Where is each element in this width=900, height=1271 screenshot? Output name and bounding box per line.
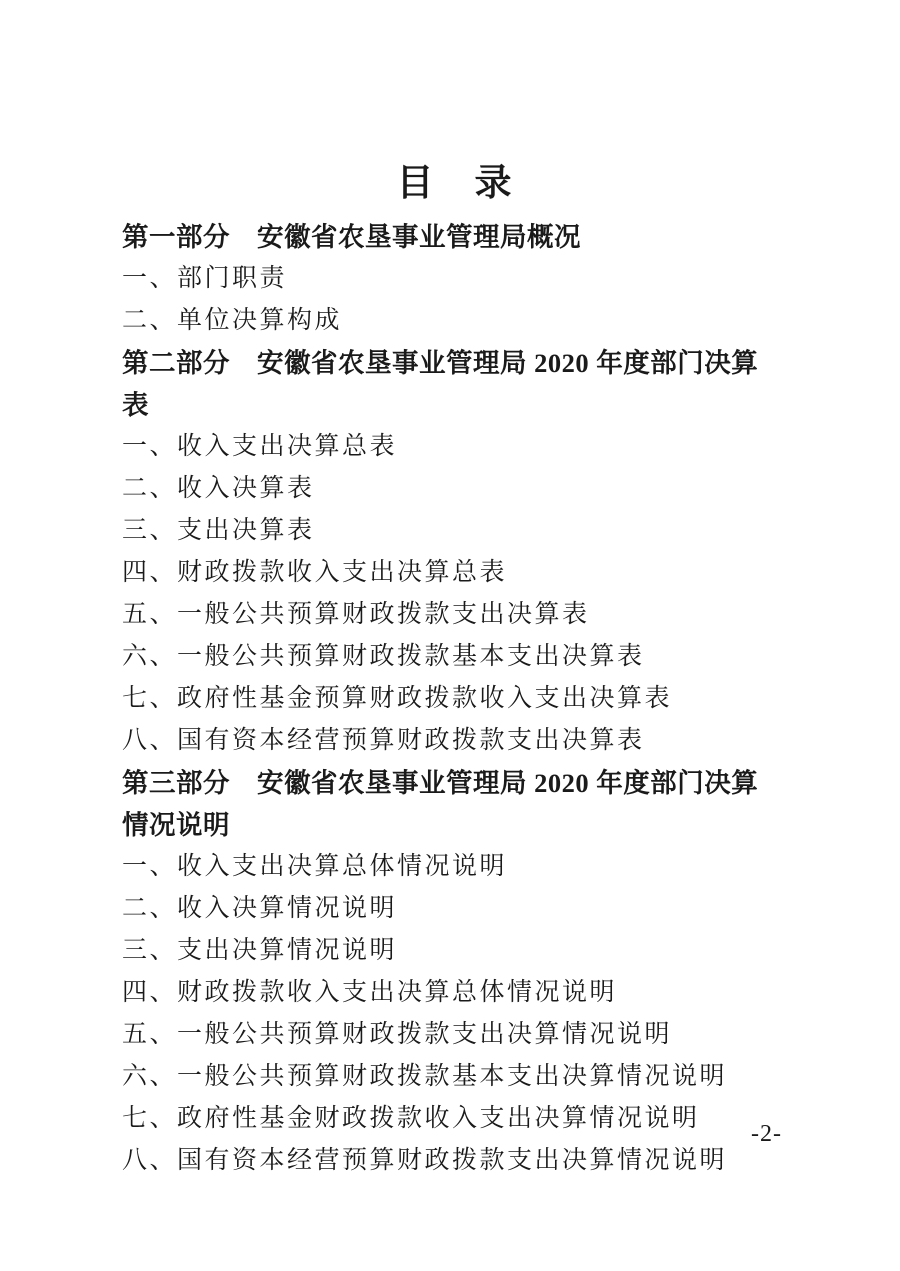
section-heading-part1: 第一部分 安徽省农垦事业管理局概况 [122,222,581,252]
toc-item: 六、一般公共预算财政拨款基本支出决算表 [122,643,645,670]
toc-item: 一、部门职责 [122,265,288,292]
toc-item: 六、一般公共预算财政拨款基本支出决算情况说明 [122,1063,728,1090]
section-heading-part2: 第二部分 安徽省农垦事业管理局 2020 年度部门决算表 [122,348,759,420]
page-title: 目 录 [396,163,514,204]
toc-item: 四、财政拨款收入支出决算总体情况说明 [122,979,618,1006]
toc-item: 七、政府性基金财政拨款收入支出决算情况说明 [122,1105,700,1132]
page-number: -2- [751,1121,782,1147]
toc-item: 五、一般公共预算财政拨款支出决算表 [122,601,590,628]
toc-item: 二、单位决算构成 [122,307,343,334]
toc-item: 五、一般公共预算财政拨款支出决算情况说明 [122,1021,673,1048]
toc-item: 一、收入支出决算总表 [122,433,398,460]
toc-item: 三、支出决算表 [122,517,315,544]
section-heading-part3: 第三部分 安徽省农垦事业管理局 2020 年度部门决算情况说明 [122,768,759,840]
toc-item: 四、财政拨款收入支出决算总表 [122,559,508,586]
toc-item: 八、国有资本经营预算财政拨款支出决算表 [122,727,645,754]
toc-item: 二、收入决算表 [122,475,315,502]
toc-item: 一、收入支出决算总体情况说明 [122,853,508,880]
toc-item: 七、政府性基金预算财政拨款收入支出决算表 [122,685,673,712]
toc-item: 八、国有资本经营预算财政拨款支出决算情况说明 [122,1147,728,1174]
toc-item: 三、支出决算情况说明 [122,937,398,964]
toc-item: 二、收入决算情况说明 [122,895,398,922]
